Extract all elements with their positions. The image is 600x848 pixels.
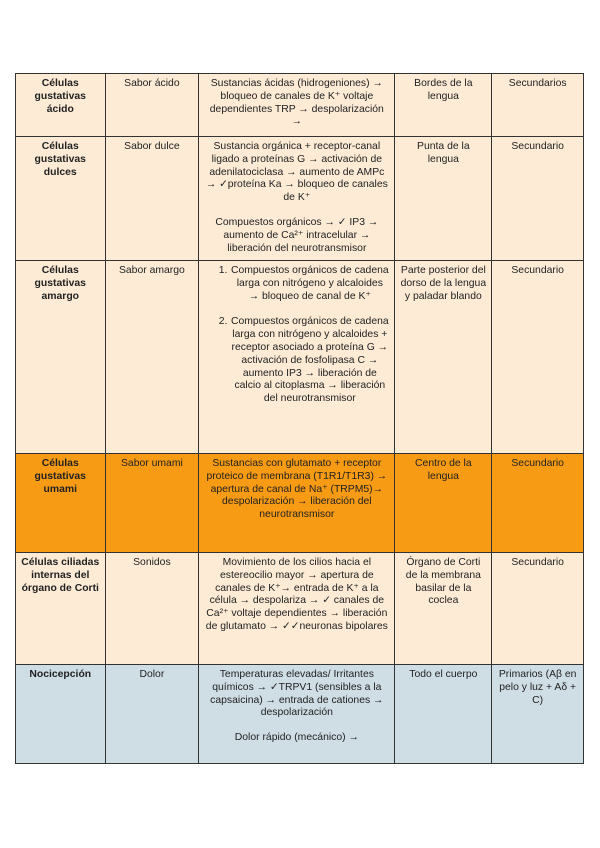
cell-type-name: Células gustativas amargo xyxy=(16,261,106,454)
table-row xyxy=(16,553,584,665)
stimulus-cell: Dolor xyxy=(105,665,199,764)
location-cell: Órgano de Corti de la membrana basilar de la coclea xyxy=(395,553,492,665)
stimulus-cell: Sabor amargo xyxy=(105,261,199,454)
receptor-type-cell: Secundarios xyxy=(492,74,584,137)
mechanism-cell xyxy=(199,553,395,665)
stimulus-cell: Sabor dulce xyxy=(105,137,199,261)
cell-type-name: Células gustativas dulces xyxy=(16,137,106,261)
mechanism-text: Sustancia orgánica + receptor-canal ligado a proteínas G → activación de adenilatociclasa → aumento de AMPc → ✓proteína Ka → bloqueo de canales de K⁺ xyxy=(205,141,388,204)
table-row xyxy=(16,261,584,454)
mechanism-text: Temperaturas elevadas/ Irritantes químicos → ✓TRPV1 (sensibles a la capsaicina) → entrada de cationes → despolarización xyxy=(210,669,384,719)
cell-type-name: Nocicepción xyxy=(16,665,106,764)
stimulus-cell: Sabor umami xyxy=(105,454,199,553)
mechanism-cell xyxy=(199,454,395,553)
list-item: 2. Compuestos orgánicos de cadena larga con nitrógeno y alcaloides + receptor asociado a proteína G → activación de fosfolipasa C → aumento IP3 → liberación de calcio al citoplasma → liberación del neurotransmisor xyxy=(230,316,389,406)
mechanism-text: Dolor rápido (mecánico) → xyxy=(234,732,359,744)
mechanism-text: Sustancias ácidas (hidrogeniones) → bloqueo de canales de K⁺ voltaje dependientes TRP → despolarización → xyxy=(209,78,384,128)
location-cell: Bordes de la lengua xyxy=(395,74,492,137)
receptor-type-cell: Secundario xyxy=(492,137,584,261)
mechanism-text: Movimiento de los cilios hacia el estereocilio mayor → apertura de canales de K⁺→ entrada de K⁺ a la célula → despolariza → ✓ canales de Ca²⁺ voltaje dependientes → liberación de glutamato → ✓✓neuronas bipolares xyxy=(205,557,388,632)
table-row xyxy=(16,74,584,137)
cell-type-name: Células gustativas ácido xyxy=(16,74,106,137)
receptor-table xyxy=(15,73,584,764)
mechanism-list xyxy=(204,265,389,406)
receptor-type-cell: Secundario xyxy=(492,261,584,454)
table-row xyxy=(16,665,584,764)
stimulus-cell: Sabor ácido xyxy=(105,74,199,137)
location-cell: Punta de la lengua xyxy=(395,137,492,261)
location-cell: Parte posterior del dorso de la lengua y paladar blando xyxy=(395,261,492,454)
location-cell: Todo el cuerpo xyxy=(395,665,492,764)
mechanism-text: Sustancias con glutamato + receptor proteico de membrana (T1R1/T1R3) → apertura de canal de Na⁺ (TRPM5)→ despolarización → liberación del neurotransmisor xyxy=(206,458,388,521)
receptor-type-cell: Secundario xyxy=(492,454,584,553)
receptor-type-cell: Primarios (Aβ en pelo y luz + Aδ + C) xyxy=(492,665,584,764)
mechanism-cell xyxy=(199,137,395,261)
cell-type-name: Células ciliadas internas del órgano de Corti xyxy=(16,553,106,665)
stimulus-cell: Sonidos xyxy=(105,553,199,665)
mechanism-cell xyxy=(199,74,395,137)
table-row xyxy=(16,454,584,553)
mechanism-cell xyxy=(199,665,395,764)
receptor-type-cell: Secundario xyxy=(492,553,584,665)
mechanism-cell xyxy=(199,261,395,454)
cell-type-name: Células gustativas umami xyxy=(16,454,106,553)
location-cell: Centro de la lengua xyxy=(395,454,492,553)
list-item: 1. Compuestos orgánicos de cadena larga con nitrógeno y alcaloides → bloqueo de canal de K⁺ xyxy=(230,265,389,303)
mechanism-text: Compuestos orgánicos → ✓ IP3 → aumento de Ca²⁺ intracelular → liberación del neurotransmisor xyxy=(215,216,379,254)
table-row xyxy=(16,137,584,261)
